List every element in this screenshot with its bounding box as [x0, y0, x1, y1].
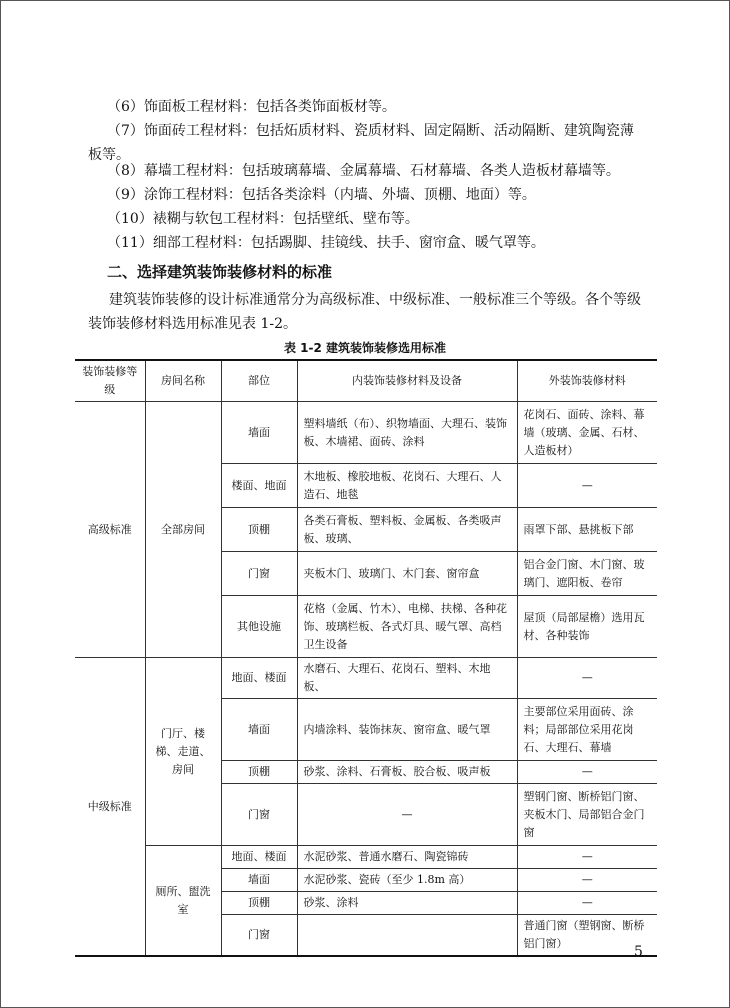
inner-cell: 内墙涂料、装饰抹灰、窗帘盒、暖气罩: [297, 699, 517, 761]
table-row: [75, 402, 657, 464]
list-item-11: （11）细部工程材料：包括踢脚、挂镜线、扶手、窗帘盒、暖气罩等。: [107, 235, 545, 251]
part-cell: 其他设施: [221, 596, 297, 658]
table-caption: 表 1-2 建筑装饰装修选用标准: [283, 341, 447, 355]
inner-cell: 水泥砂浆、瓷砖（至少 1.8m 高）: [297, 869, 517, 892]
list-item-8: （8）幕墙工程材料：包括玻璃幕墙、金属幕墙、石材幕墙、各类人造板材幕墙等。: [107, 163, 620, 179]
inner-cell: 砂浆、涂料: [297, 892, 517, 915]
outer-cell: 普通门窗（塑钢窗、断桥铝门窗）: [517, 915, 657, 957]
inner-cell: 砂浆、涂料、石膏板、胶合板、吸声板: [297, 761, 517, 784]
part-cell: 墙面: [221, 402, 297, 464]
table-row: [75, 846, 657, 869]
room-cell: 全部房间: [145, 402, 221, 658]
page-number: 5: [634, 944, 643, 960]
inner-cell: 夹板木门、玻璃门、木门套、窗帘盒: [297, 552, 517, 596]
header-outer: 外装饰装修材料: [517, 360, 657, 402]
list-item-7: （7）饰面砖工程材料：包括炻质材料、瓷质材料、固定隔断、活动隔断、建筑陶瓷薄: [107, 123, 634, 139]
part-cell: 门窗: [221, 552, 297, 596]
outer-cell: 主要部位采用面砖、涂料；局部部位采用花岗石、大理石、幕墙: [517, 699, 657, 761]
part-cell: 顶棚: [221, 892, 297, 915]
inner-cell: [297, 915, 517, 957]
outer-cell: —: [517, 892, 657, 915]
outer-cell: —: [517, 869, 657, 892]
outer-cell: —: [517, 464, 657, 508]
inner-cell: 水泥砂浆、普通水磨石、陶瓷锦砖: [297, 846, 517, 869]
inner-cell: 木地板、橡胶地板、花岗石、大理石、人造石、地毯: [297, 464, 517, 508]
list-item-7-cont: 板等。: [88, 147, 130, 163]
room-cell: 门厅、楼梯、走道、房间: [145, 658, 221, 846]
header-room: 房间名称: [145, 360, 221, 402]
outer-cell: 雨罩下部、悬挑板下部: [517, 508, 657, 552]
list-item-6: （6）饰面板工程材料：包括各类饰面板材等。: [107, 99, 396, 115]
inner-cell: 塑料墙纸（布）、织物墙面、大理石、装饰板、木墙裙、面砖、涂料: [297, 402, 517, 464]
grade-cell: 中级标准: [75, 658, 145, 957]
outer-cell: —: [517, 658, 657, 699]
header-grade: 装饰装修等级: [75, 360, 145, 402]
outer-cell: 花岗石、面砖、涂料、幕墙（玻璃、金属、石材、人造板材）: [517, 402, 657, 464]
outer-cell: 屋顶（局部屋檐）选用瓦材、各种装饰: [517, 596, 657, 658]
header-inner: 内装饰装修材料及设备: [297, 360, 517, 402]
part-cell: 地面、楼面: [221, 658, 297, 699]
part-cell: 顶棚: [221, 761, 297, 784]
part-cell: 门窗: [221, 784, 297, 846]
outer-cell: 铝合金门窗、木门窗、玻璃门、遮阳板、卷帘: [517, 552, 657, 596]
part-cell: 顶棚: [221, 508, 297, 552]
inner-cell: 各类石膏板、塑料板、金属板、各类吸声板、玻璃、: [297, 508, 517, 552]
list-item-9: （9）涂饰工程材料：包括各类涂料（内墙、外墙、顶棚、地面）等。: [107, 187, 536, 203]
part-cell: 墙面: [221, 869, 297, 892]
inner-cell: 水磨石、大理石、花岗石、塑料、木地板、: [297, 658, 517, 699]
part-cell: 地面、楼面: [221, 846, 297, 869]
grade-cell: 高级标准: [75, 402, 145, 658]
table-row: [75, 658, 657, 699]
outer-cell: 塑钢门窗、断桥铝门窗、夹板木门、局部铝合金门窗: [517, 784, 657, 846]
outer-cell: —: [517, 761, 657, 784]
standards-table: [75, 359, 657, 957]
part-cell: 楼面、地面: [221, 464, 297, 508]
room-cell: 厕所、盥洗室: [145, 846, 221, 957]
intro-paragraph: 建筑装饰装修的设计标准通常分为高级标准、中级标准、一般标准三个等级。各个等级装饰装修材料选用标准见表 1-2。: [88, 292, 641, 332]
table-header-row: [75, 360, 657, 402]
list-item-10: （10）裱糊与软包工程材料：包括壁纸、壁布等。: [107, 211, 419, 227]
section-heading: 二、选择建筑装饰装修材料的标准: [107, 263, 333, 281]
outer-cell: —: [517, 846, 657, 869]
inner-cell: —: [297, 784, 517, 846]
part-cell: 墙面: [221, 699, 297, 761]
inner-cell: 花格（金属、竹木）、电梯、扶梯、各种花饰、玻璃栏板、各式灯具、暖气罩、高档卫生设备: [297, 596, 517, 658]
header-part: 部位: [221, 360, 297, 402]
part-cell: 门窗: [221, 915, 297, 957]
